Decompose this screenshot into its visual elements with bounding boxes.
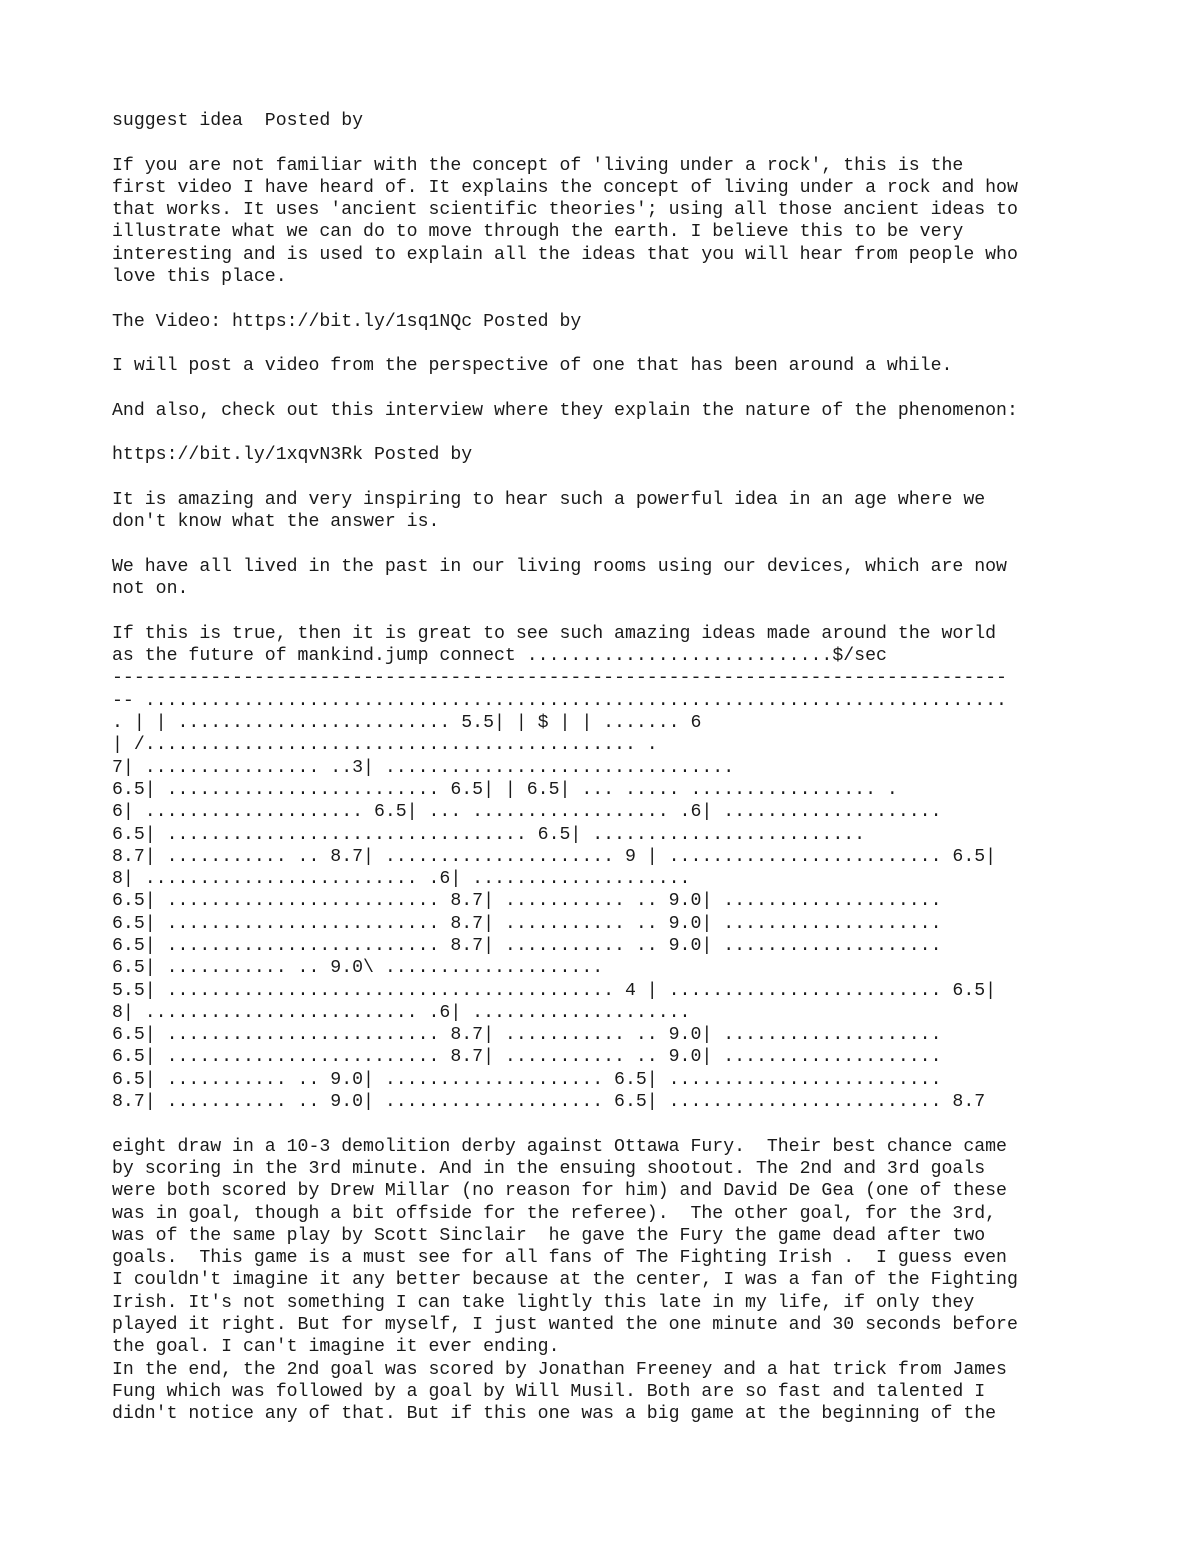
text-line: didn't notice any of that. But if this one was a big game at the beginning of the <box>112 1404 997 1425</box>
spacer <box>112 132 1112 154</box>
spacer <box>112 601 1112 623</box>
text-line: illustrate what we can do to move through the earth. I believe this to be very <box>112 222 964 243</box>
text-line: It is amazing and very inspiring to hear such a powerful idea in an age where we <box>112 490 986 511</box>
table-row: 6.5| ................................. 6.5| ......................... <box>112 824 866 845</box>
text-line: If you are not familiar with the concept of 'living under a rock', this is the <box>112 155 964 176</box>
table-row: 6.5| ......................... 8.7| ........... .. 9.0| .................... <box>112 913 942 934</box>
table-row: 6| .................... 6.5| ... .................. .6| .................... <box>112 802 942 823</box>
table-row: -- ............................................................................... <box>112 690 1007 711</box>
perspective-line: I will post a video from the perspective of one that has been around a while. <box>112 356 953 377</box>
table-row: 6.5| ........... .. 9.0| .................... 6.5| ......................... <box>112 1069 942 1090</box>
video-line: The Video: https://bit.ly/1sq1NQc Posted by <box>112 311 582 332</box>
table-row: 6.5| ......................... 8.7| ........... .. 9.0| .................... <box>112 891 942 912</box>
lived-paragraph <box>112 556 1112 601</box>
text-line: was in goal, though a bit offside for the referee). The other goal, for the 3rd, <box>112 1203 997 1224</box>
text-line: first video I have heard of. It explains the concept of living under a rock and how <box>112 177 1018 198</box>
text-line: I couldn't imagine it any better because at the center, I was a fan of the Fighting <box>112 1270 1018 1291</box>
spacer <box>112 1113 1112 1135</box>
document-page <box>112 110 1112 1426</box>
table-row: 6.5| ......................... 8.7| ........... .. 9.0| .................... <box>112 1047 942 1068</box>
story-paragraph <box>112 1136 1112 1426</box>
table-row: 7| ................ ..3| ................................ <box>112 757 735 778</box>
text-line: by scoring in the 3rd minute. And in the ensuing shootout. The 2nd and 3rd goals <box>112 1158 986 1179</box>
interview-line: And also, check out this interview where they explain the nature of the phenomenon: <box>112 400 1018 421</box>
spacer <box>112 422 1112 444</box>
table-row: 6.5| ........... .. 9.0\ .................... <box>112 958 604 979</box>
table-row: 6.5| ......................... 8.7| ........... .. 9.0| .................... <box>112 1025 942 1046</box>
table-row: 8| ......................... .6| .................... <box>112 869 691 890</box>
text-line: was of the same play by Scott Sinclair he gave the Fury the game dead after two <box>112 1225 986 1246</box>
text-line: love this place. <box>112 267 287 288</box>
table-row: 8.7| ........... .. 9.0| .................... 6.5| ......................... 8.7 <box>112 1092 986 1113</box>
text-line: played it right. But for myself, I just wanted the one minute and 30 seconds before <box>112 1315 1018 1336</box>
text-line: Fung which was followed by a goal by Will Musil. Both are so fast and talented I <box>112 1381 986 1402</box>
spacer <box>112 467 1112 489</box>
spacer <box>112 333 1112 355</box>
text-line: In the end, the 2nd goal was scored by Jonathan Freeney and a hat trick from James <box>112 1359 1007 1380</box>
table-divider: ---------------------------------------------------------------------------------- <box>112 668 1007 689</box>
text-line: goals. This game is a must see for all fans of The Fighting Irish . I guess even <box>112 1248 1007 1269</box>
text-line: that works. It uses 'ancient scientific theories'; using all those ancient ideas to <box>112 200 1018 221</box>
text-line: interesting and is used to explain all the ideas that you will hear from people who <box>112 244 1018 265</box>
text-line: We have all lived in the past in our living rooms using our devices, which are now <box>112 556 1007 577</box>
spacer <box>112 378 1112 400</box>
table-row: 8.7| ........... .. 8.7| ..................... 9 | ......................... 6.5| <box>112 846 997 867</box>
table-row: 5.5| ......................................... 4 | ......................... 6.5| <box>112 980 997 1001</box>
header-line: suggest idea Posted by <box>112 111 364 131</box>
text-line: eight draw in a 10-3 demolition derby against Ottawa Fury. Their best chance came <box>112 1136 1007 1157</box>
text-line: don't know what the answer is. <box>112 512 440 533</box>
text-line: as the future of mankind.jump connect ............................$/sec <box>112 646 887 667</box>
intro-paragraph <box>112 155 1112 289</box>
text-line: If this is true, then it is great to see such amazing ideas made around the world <box>112 623 997 644</box>
text-line: the goal. I can't imagine it ever ending. <box>112 1337 560 1358</box>
table-row: | /............................................. . <box>112 735 658 756</box>
amazing-paragraph <box>112 489 1112 534</box>
spacer <box>112 534 1112 556</box>
table-row: . | | ......................... 5.5| | $ | | ....... 6 <box>112 713 702 734</box>
table-row: 8| ......................... .6| .................... <box>112 1002 691 1023</box>
text-line: not on. <box>112 579 189 600</box>
spacer <box>112 288 1112 310</box>
table-row: 6.5| ......................... 8.7| ........... .. 9.0| .................... <box>112 935 942 956</box>
text-line: Irish. It's not something I can take lightly this late in my life, if only they <box>112 1292 975 1313</box>
table-row: 6.5| ......................... 6.5| | 6.5| ... ..... ................. . <box>112 779 898 800</box>
link-line: https://bit.ly/1xqvN3Rk Posted by <box>112 445 473 466</box>
ascii-table-block <box>112 623 1112 1114</box>
text-line: were both scored by Drew Millar (no reason for him) and David De Gea (one of these <box>112 1181 1007 1202</box>
